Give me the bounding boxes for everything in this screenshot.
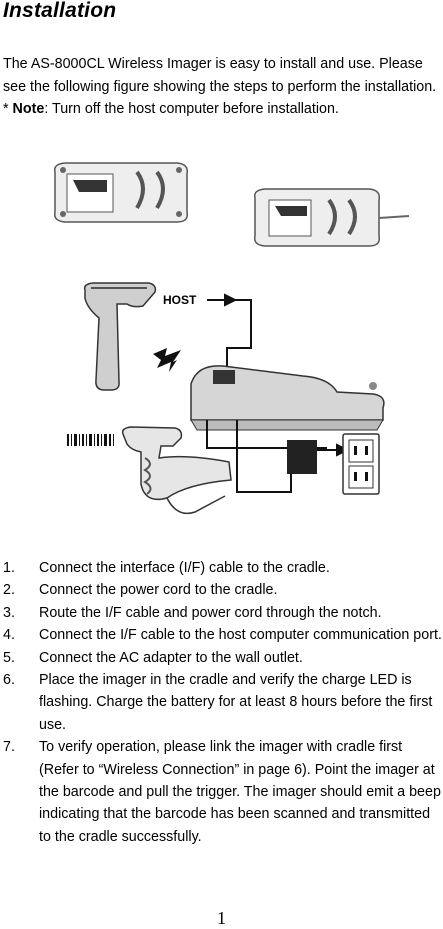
step-number: 6. xyxy=(3,672,15,689)
step-item xyxy=(3,647,443,669)
note-prefix: * xyxy=(3,101,13,117)
page-number: 1 xyxy=(217,908,226,928)
step-number: 3. xyxy=(3,604,15,621)
step-item xyxy=(3,669,443,736)
cradle-device xyxy=(191,366,384,430)
step-number: 4. xyxy=(3,627,15,644)
adapter-cable xyxy=(237,420,291,492)
step-number: 2. xyxy=(3,582,15,599)
page-title: Installation xyxy=(3,0,117,22)
intro-section xyxy=(3,53,443,121)
step-text: To verify operation, please link the imager with cradle first (Refer to “Wireless Connection” in page 6). Point the imager at the barcode and pull the trigger. The imager should emit a beep indicating that the barcode has been scanned and transmitted to the cradle successfully. xyxy=(39,739,441,845)
hand-with-imager xyxy=(123,427,231,513)
installation-figure xyxy=(37,158,421,558)
step-text: Route the I/F cable and power cord through the notch. xyxy=(39,604,382,621)
step-item xyxy=(3,624,443,646)
step-number: 5. xyxy=(3,649,15,666)
barcode xyxy=(67,434,114,446)
step-text: Connect the power cord to the cradle. xyxy=(39,582,278,599)
imager-device xyxy=(85,283,156,390)
step-number: 1. xyxy=(3,560,15,576)
step-text: Connect the AC adapter to the wall outlet. xyxy=(39,649,303,666)
ac-adapter xyxy=(287,440,317,474)
step-text: Place the imager in the cradle and verify the charge LED is flashing. Charge the battery for at least 8 hours before the first use. xyxy=(39,672,433,733)
wireless-icon xyxy=(153,348,181,372)
interface-cable xyxy=(227,300,251,372)
step-item xyxy=(3,579,443,601)
step-item xyxy=(3,602,443,624)
note-paragraph xyxy=(3,98,443,121)
wall-outlet xyxy=(343,434,379,494)
installation-diagram xyxy=(37,158,421,558)
step-item xyxy=(3,557,443,579)
step-item xyxy=(3,736,443,848)
step-text: Connect the interface (I/F) cable to the cradle. xyxy=(39,560,330,576)
note-text: : Turn off the host computer before installation. xyxy=(44,101,339,117)
cradle-bottom-view-right xyxy=(255,189,409,246)
host-label: HOST xyxy=(163,293,197,307)
cradle-bottom-view-left xyxy=(55,163,188,222)
note-label: Note xyxy=(12,101,45,117)
intro-paragraph: The AS-8000CL Wireless Imager is easy to install and use. Please see the following figure showing the steps to perform the installation. xyxy=(3,56,437,95)
host-arrow-icon xyxy=(207,295,235,305)
installation-steps xyxy=(3,557,443,848)
step-number: 7. xyxy=(3,739,15,756)
step-text: Connect the I/F cable to the host computer communication port. xyxy=(39,627,442,644)
